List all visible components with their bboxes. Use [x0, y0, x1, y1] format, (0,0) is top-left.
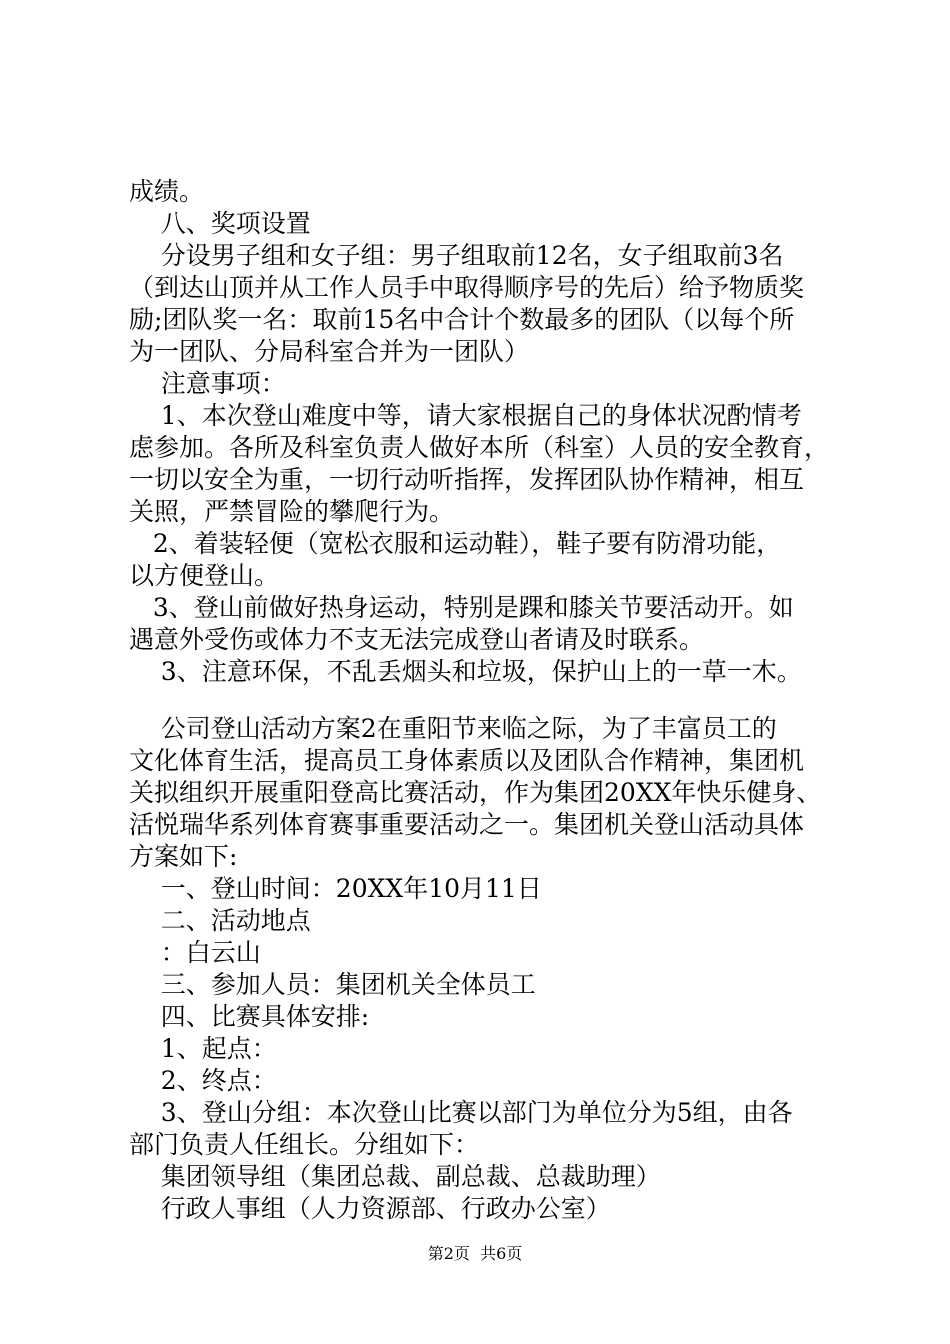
text-line: 四、比赛具体安排: — [129, 1002, 370, 1031]
text-line: 集团领导组（集团总裁、副总裁、总裁助理） — [129, 1162, 661, 1191]
text-line: 3、登山分组：本次登山比赛以部门为单位分为5组，由各 — [129, 1098, 793, 1127]
text-line: 方案如下: — [129, 842, 238, 871]
section-awards-and-notes — [129, 176, 837, 688]
text-line: 活悦瑞华系列体育赛事重要活动之一。集团机关登山活动具体 — [129, 810, 805, 839]
text-line: 一、登山时间：20XX年10月11日 — [129, 874, 542, 903]
text-line: 3、登山前做好热身运动，特别是踝和膝关节要活动开。如 — [129, 593, 794, 622]
text-line: 成绩。 — [129, 177, 205, 206]
section-heading: 注意事项： — [129, 369, 286, 398]
text-line: 三、参加人员：集团机关全体员工 — [129, 970, 536, 999]
text-line: 以方便登山。 — [129, 561, 280, 590]
text-line: 二、活动地点 — [129, 906, 311, 935]
text-line: （到达山顶并从工作人员手中取得顺序号的先后）给予物质奖 — [129, 273, 805, 302]
text-line: 分设男子组和女子组：男子组取前12名，女子组取前3名 — [129, 241, 784, 270]
text-line: 文化体育生活，提高员工身体素质以及团队合作精神，集团机 — [129, 746, 805, 775]
text-line: 遇意外受伤或体力不支无法完成登山者请及时联系。 — [129, 625, 705, 654]
text-line: 一切以安全为重，一切行动听指挥，发挥团队协作精神，相互 — [129, 465, 805, 494]
text-line: 行政人事组（人力资源部、行政办公室） — [129, 1194, 611, 1223]
section-plan-2 — [129, 713, 837, 1225]
text-line: 3、注意环保，不乱丢烟头和垃圾，保护山上的一草一木。 — [129, 657, 802, 686]
paragraph-gap — [129, 688, 837, 713]
text-line: 关拟组织开展重阳登高比赛活动，作为集团20XX年快乐健身、 — [129, 778, 822, 807]
page-number-footer: 第2页 共6页 — [427, 1244, 523, 1263]
text-line: 部门负责人任组长。分组如下： — [129, 1130, 480, 1159]
text-line: 虑参加。各所及科室负责人做好本所（科室）人员的安全教育， — [129, 433, 830, 462]
text-line: 为一团队、分局科室合并为一团队） — [129, 337, 530, 366]
text-line: 关照，严禁冒险的攀爬行为。 — [129, 497, 455, 526]
text-line: 1、起点： — [129, 1034, 277, 1063]
section-heading: 八、奖项设置 — [129, 209, 311, 238]
document-body — [129, 176, 837, 1225]
text-line: 公司登山活动方案2在重阳节来临之际，为了丰富员工的 — [129, 714, 777, 743]
text-line: 励;团队奖一名：取前15名中合计个数最多的团队（以每个所 — [129, 305, 795, 334]
text-line: 2、终点： — [129, 1066, 277, 1095]
text-line: 2、着装轻便（宽松衣服和运动鞋），鞋子要有防滑功能， — [129, 529, 782, 558]
text-line: ：白云山 — [129, 938, 261, 967]
text-line: 1、本次登山难度中等，请大家根据自己的身体状况酌情考 — [129, 401, 802, 430]
